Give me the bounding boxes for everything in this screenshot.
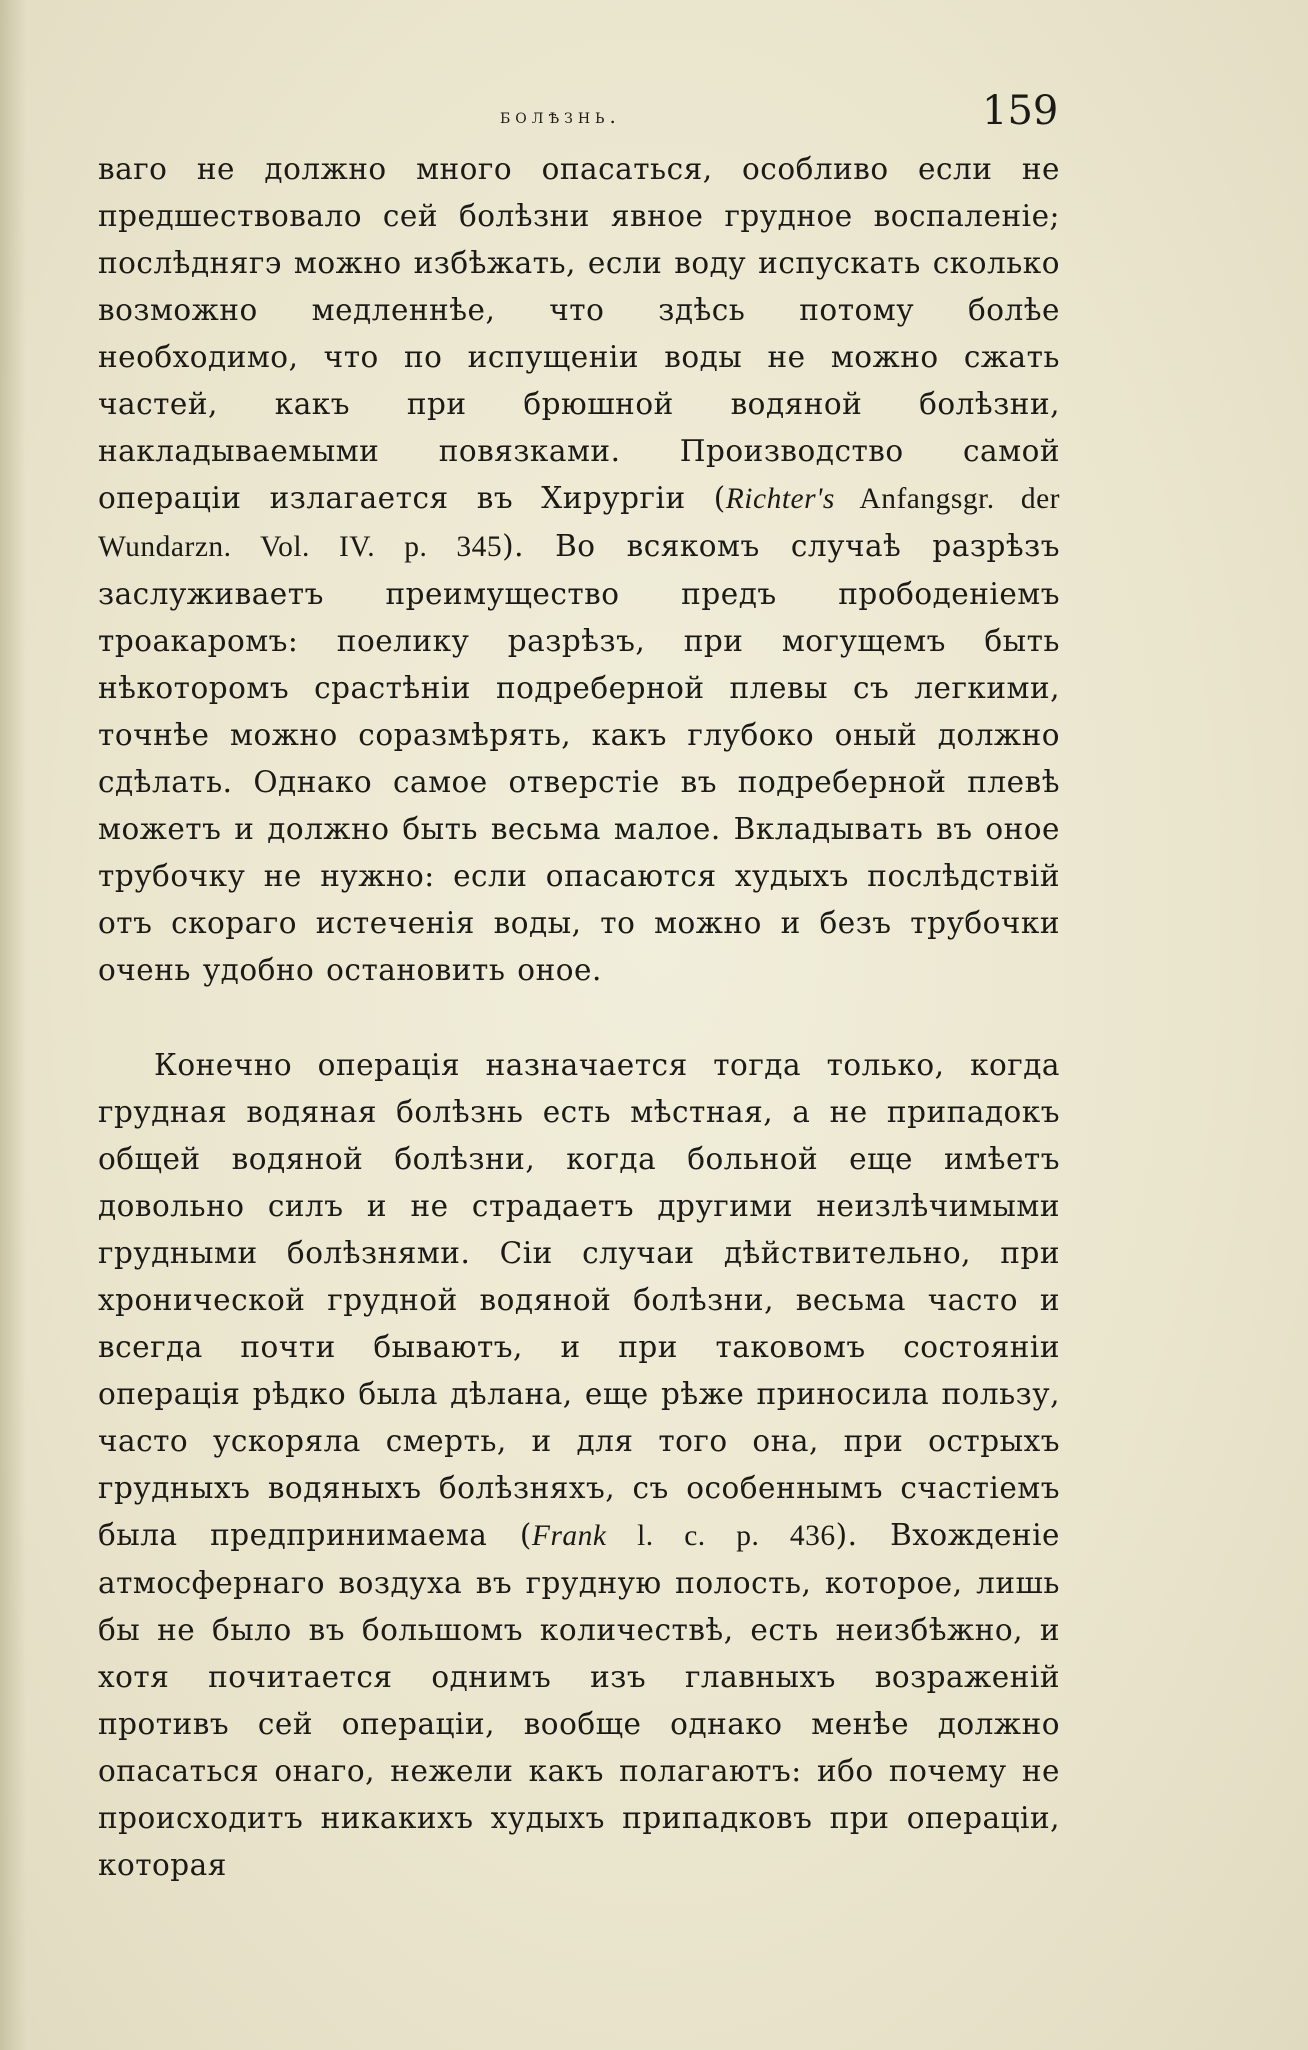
running-head: болѣзнь. — [500, 104, 621, 128]
paragraph-1-latin-title: Anfangsgr. der Wundarzn. Vol. IV. p. 345 — [98, 483, 1060, 563]
paragraph-1-latin-author: Richter's — [725, 483, 835, 515]
paragraph-2-latin-author: Frank — [531, 1520, 607, 1552]
paragraph-1-text-b: ). Во всякомъ случаѣ разрѣзъ заслуживаетъ преимущество предъ прободеніемъ троакаромъ: поелику разрѣзъ, при могущемъ быть нѣкоторомъ срастѣніи подреберной плевы съ легкими, точнѣе можно соразмѣрять, какъ глубоко оный должно сдѣлать. Однако самое отверстіе въ подреберной плевѣ можетъ и должно быть весьма малое. Вкладывать въ оное трубочку не нужно: если опасаются худыхъ послѣдствій отъ скораго истеченія воды, то можно и безъ трубочки очень удобно остановить оное. — [98, 529, 1060, 987]
paragraph-1-body — [98, 146, 1060, 994]
paragraph-1 — [98, 146, 1060, 994]
paragraph-2-body — [98, 1042, 1060, 1889]
paragraph-2 — [98, 1042, 1060, 1889]
paragraph-2-text-b: ). Вхожденіе атмосфернаго воздуха въ грудную полость, которое, лишь бы не было въ большомъ количествѣ, есть неизбѣжно, и хотя почитается однимъ изъ главныхъ возраженій противъ сей операціи, вообще однако менѣе должно опасаться онаго, нежели какъ полагаютъ: ибо почему не происходитъ никакихъ худыхъ припадковъ при операціи, которая — [98, 1518, 1060, 1882]
paragraph-2-latin-ref: l. c. p. 436 — [606, 1520, 836, 1552]
page-number: 159 — [982, 88, 1059, 134]
paragraph-2-text-a: Конечно операція назначается тогда только, когда грудная водяная болѣзнь есть мѣстная, а не припадокъ общей водяной болѣзни, когда больной еще имѣетъ довольно силъ и не страдаетъ другими неизлѣчимыми грудными болѣзнями. Сіи случаи дѣйствительно, при хронической грудной водяной болѣзни, весьма часто и всегда почти бываютъ, и при таковомъ состояніи операція рѣдко была дѣлана, еще рѣже приносила пользу, часто ускоряла смерть, и для того она, при острыхъ грудныхъ водяныхъ болѣзняхъ, съ особеннымъ счастіемъ была предпринимаема ( — [98, 1048, 1060, 1552]
spine-shadow — [0, 0, 26, 2050]
page-header — [0, 88, 1308, 138]
paragraph-1-text-a: ваго не должно много опасаться, особливо если не предшествовало сей болѣзни явное грудное воспаленіе; послѣднягэ можно избѣжать, если воду испускать сколько возможно медленнѣе, что здѣсь потому болѣе необходимо, что по испущеніи воды не можно сжать частей, какъ при брюшной водяной болѣзни, накладываемыми повязками. Производство самой операціи излагается въ Хирургіи ( — [98, 152, 1060, 515]
